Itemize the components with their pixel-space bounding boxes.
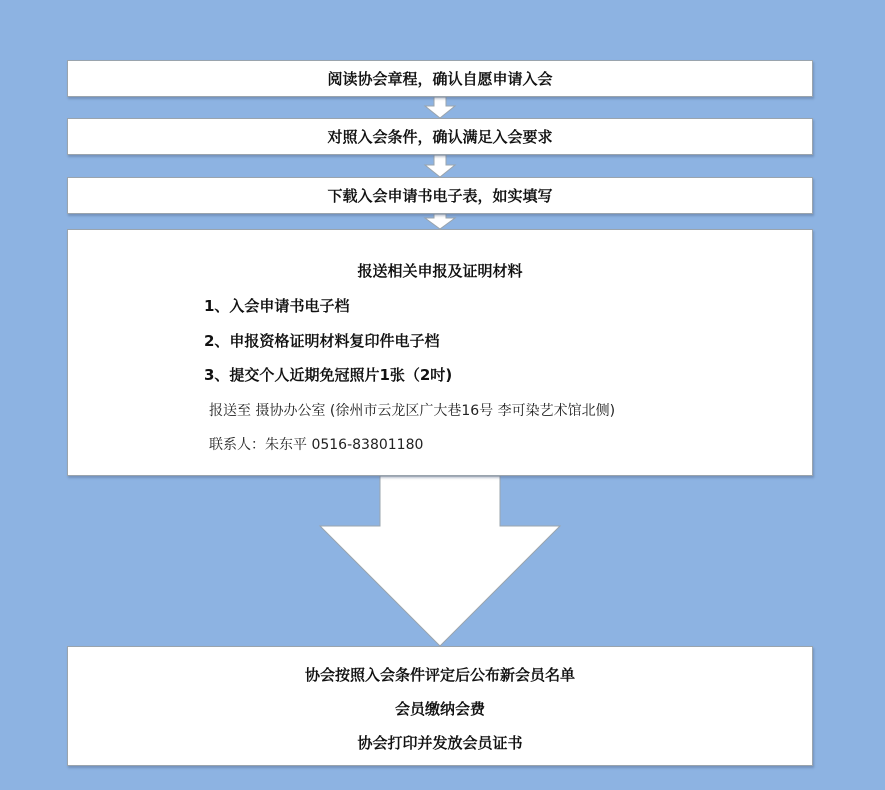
- arrow-step1-step2: [425, 97, 455, 118]
- step-read-charter: [67, 60, 813, 97]
- materials-address: 报送至 摄协办公室 (徐州市云龙区广大巷16号 李可染艺术馆北侧): [209, 403, 616, 419]
- materials-item-qualification: 2、申报资格证明材料复印件电子档: [204, 332, 440, 350]
- step-check-conditions: [67, 118, 813, 155]
- materials-item-application: 1、入会申请书电子档: [204, 297, 350, 315]
- final-publish-list: 协会按照入会条件评定后公布新会员名单: [304, 666, 575, 684]
- step-submit-materials: [67, 229, 813, 476]
- step-final-review: [67, 646, 813, 766]
- step-check-conditions-label: 对照入会条件，确认满足入会要求: [327, 128, 553, 146]
- step-read-charter-label: 阅读协会章程，确认自愿申请入会: [327, 70, 553, 88]
- materials-contact: 联系人：朱东平 0516-83801180: [209, 437, 424, 453]
- arrow-step3-materials: [425, 214, 455, 229]
- step-download-form: [67, 177, 813, 214]
- step-download-form-label: 下载入会申请书电子表，如实填写: [327, 187, 553, 205]
- final-issue-certificate: 协会打印并发放会员证书: [357, 734, 523, 752]
- materials-title: 报送相关申报及证明材料: [357, 262, 523, 280]
- materials-item-photo: 3、提交个人近期免冠照片1张（2吋): [204, 366, 453, 384]
- arrow-materials-final: [320, 476, 560, 646]
- arrow-step2-step3: [425, 155, 455, 177]
- final-pay-fee: 会员缴纳会费: [394, 700, 485, 718]
